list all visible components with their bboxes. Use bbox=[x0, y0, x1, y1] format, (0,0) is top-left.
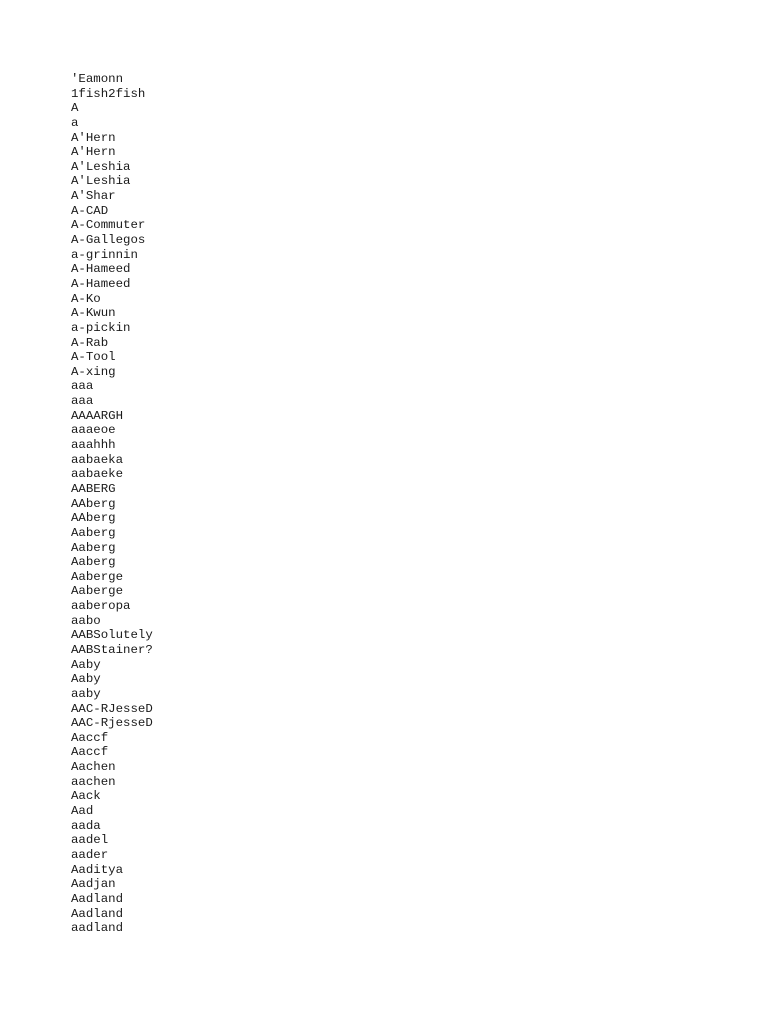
list-item: A'Shar bbox=[71, 189, 116, 204]
list-item: Aaberg bbox=[71, 555, 116, 570]
list-item: 'Eamonn bbox=[71, 72, 124, 86]
list-item: AAC-RJesseD bbox=[71, 701, 153, 716]
list-item: aadel bbox=[71, 833, 109, 848]
list-item: aaaeoe bbox=[71, 423, 116, 438]
list-item: Aad bbox=[71, 804, 94, 819]
list-item: a-pickin bbox=[71, 320, 131, 335]
list-item: A-xing bbox=[71, 364, 116, 379]
list-item: A-Hameed bbox=[71, 262, 131, 277]
list-item: AAberg bbox=[71, 511, 116, 526]
list-item: A-Rab bbox=[71, 335, 109, 350]
list-item: AAAARGH bbox=[71, 408, 124, 423]
list-item: aada bbox=[71, 818, 101, 833]
list-item: A'Hern bbox=[71, 145, 116, 160]
list-item: a bbox=[71, 115, 79, 130]
list-item: A-Kwun bbox=[71, 306, 116, 321]
list-item: A'Leshia bbox=[71, 159, 131, 174]
list-item: Aaditya bbox=[71, 862, 124, 877]
list-item: A'Leshia bbox=[71, 174, 131, 189]
list-item: A-Tool bbox=[71, 350, 116, 365]
list-item: AABERG bbox=[71, 481, 116, 496]
list-item: aaa bbox=[71, 379, 94, 394]
list-item: Aadland bbox=[71, 906, 124, 921]
list-item: Aaccf bbox=[71, 730, 109, 745]
list-item: aabo bbox=[71, 613, 101, 628]
list-item: Aadjan bbox=[71, 877, 116, 892]
list-item: Aaberge bbox=[71, 569, 124, 584]
list-item: Aaccf bbox=[71, 745, 109, 760]
list-item: Aadland bbox=[71, 891, 124, 906]
list-item: A-CAD bbox=[71, 203, 109, 218]
list-item: A-Gallegos bbox=[71, 233, 146, 248]
list-item: A bbox=[71, 101, 79, 116]
list-item: Aaberg bbox=[71, 525, 116, 540]
list-item: Aachen bbox=[71, 760, 116, 775]
list-item: Aaberge bbox=[71, 584, 124, 599]
list-item: A-Ko bbox=[71, 291, 101, 306]
word-list bbox=[71, 72, 153, 936]
list-item: a-grinnin bbox=[71, 247, 138, 262]
list-item: A'Hern bbox=[71, 130, 116, 145]
list-item: Aaberg bbox=[71, 540, 116, 555]
list-item: Aaby bbox=[71, 672, 101, 687]
list-item: Aack bbox=[71, 789, 101, 804]
list-item: aaby bbox=[71, 686, 101, 701]
list-item: AAC-RjesseD bbox=[71, 716, 153, 731]
list-item: 1fish2fish bbox=[71, 86, 146, 101]
list-item: aaa bbox=[71, 394, 94, 409]
list-item: AABStainer? bbox=[71, 642, 153, 657]
list-item: aader bbox=[71, 847, 109, 862]
list-item: AABSolutely bbox=[71, 628, 153, 643]
list-item: A-Commuter bbox=[71, 218, 146, 233]
list-item: AAberg bbox=[71, 496, 116, 511]
list-item: aabaeka bbox=[71, 452, 124, 467]
list-item: aaberopa bbox=[71, 599, 131, 614]
list-item: aachen bbox=[71, 774, 116, 789]
list-item: aaahhh bbox=[71, 438, 116, 453]
list-item: aabaeke bbox=[71, 467, 124, 482]
list-item: A-Hameed bbox=[71, 276, 131, 291]
list-item: Aaby bbox=[71, 657, 101, 672]
list-item: aadland bbox=[71, 921, 124, 936]
